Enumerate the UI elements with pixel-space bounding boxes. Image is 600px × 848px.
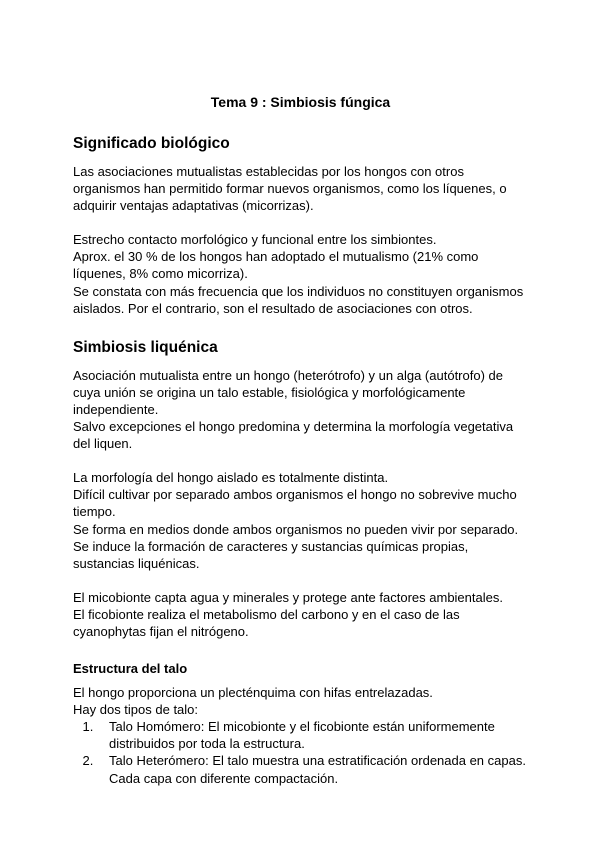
paragraph: Se induce la formación de caracteres y sustancias químicas propias, sustancias liquénicas. — [73, 538, 469, 571]
paragraph: Estrecho contacto morfológico y funcional entre los simbiontes. — [73, 232, 437, 248]
paragraph: El ficobionte realiza el metabolismo del carbono y en el caso de las cyanophytas fijan el nitrógeno. — [73, 606, 460, 639]
paragraph: Asociación mutualista entre un hongo (heterótrofo) y un alga (autótrofo) de cuya unión se origina un talo estable, fisiológica y morfológicamente independiente. — [73, 367, 503, 417]
document-title: Tema 9 : Simbiosis fúngica — [210, 94, 391, 110]
section-heading: Simbiosis liquénica — [73, 338, 218, 356]
talo-types-list — [73, 718, 528, 786]
paragraph: Se constata con más frecuencia que los individuos no constituyen organismos aislados. Por el contrario, son el resultado de asociaciones con otros. — [73, 283, 524, 316]
subsection-heading: Estructura del talo — [73, 661, 188, 677]
section-heading: Significado biológico — [73, 135, 230, 152]
paragraph: Las asociaciones mutualistas establecidas por los hongos con otros organismos han permitido formar nuevos organismos, como los líquenes, o adquirir ventajas adaptativas (micorrizas). — [73, 164, 507, 214]
paragraph: Se forma en medios donde ambos organismos no pueden vivir por separado. — [73, 521, 519, 537]
paragraph: Salvo excepciones el hongo predomina y determina la morfología vegetativa del liquen. — [73, 419, 514, 452]
list-item: 1. Talo Homómero: El micobionte y el ficobionte están uniformemente distribuidos por toda la estructura. — [97, 718, 528, 752]
paragraph: El hongo proporciona un plecténquima con hifas entrelazadas. — [73, 685, 433, 701]
paragraph: La morfología del hongo aislado es totalmente distinta. — [73, 470, 389, 486]
section-significado-biologico — [73, 133, 528, 317]
section-simbiosis-liquenica — [73, 337, 528, 640]
section-estructura-del-talo — [73, 660, 528, 787]
list-item: 2. Talo Heterómero: El talo muestra una estratificación ordenada en capas. Cada capa con diferente compactación. — [97, 752, 528, 786]
paragraph: Difícil cultivar por separado ambos organismos el hongo no sobrevive mucho tiempo. — [73, 487, 517, 520]
paragraph: El micobionte capta agua y minerales y protege ante factores ambientales. — [73, 589, 503, 605]
paragraph: Hay dos tipos de talo: — [73, 702, 199, 718]
paragraph: Aprox. el 30 % de los hongos han adoptado el mutualismo (21% como líquenes, 8% como micorriza). — [73, 249, 479, 282]
